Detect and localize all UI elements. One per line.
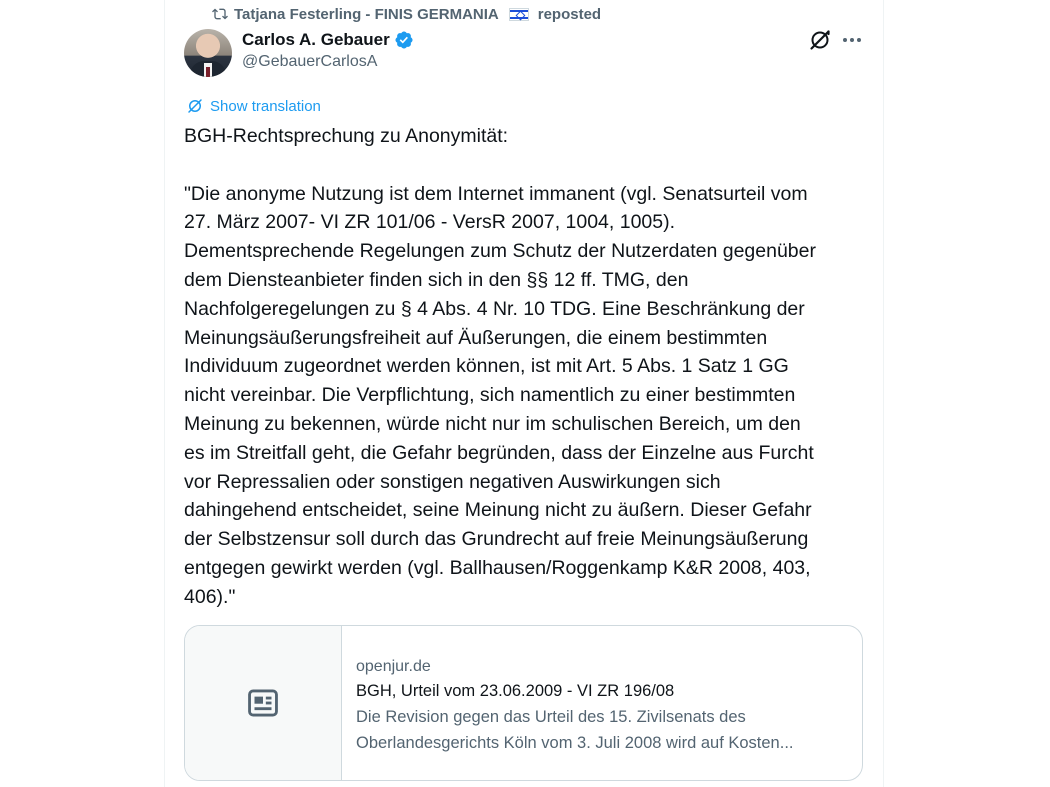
link-card-thumbnail <box>185 626 342 780</box>
tweet-text: BGH-Rechtsprechung zu Anonymität: "Die anonyme Nutzung ist dem Internet immanent (vgl. Senatsurteil vom 27. März 2007- VI ZR 101/06 - VersR 2007, 1004, 1005). Dementsprechende Regelungen zum Schutz der Nutzerdaten gegenüber dem Diensteanbieter finden sich in den §§ 12 ff. TMG, den Nachfolgeregelungen zu § 4 Abs. 4 Nr. 10 TDG. Eine Beschränkung der Meinungsäußerungsfreiheit auf Äußerungen, die einem bestimmten Individuum zugeordnet werden können, ist mit Art. 5 Abs. 1 Satz 1 GG nicht vereinbar. Die Verpflichtung, sich namentlich zu einer bestimmten Meinung zu bekennen, würde nicht nur im schulischen Bereich, um den es im Streitfall geht, die Gefahr begründen, dass der Einzelne aus Furcht vor Repressalien oder sonstigen negativen Auswirkungen sich dahingehend entscheidet, seine Meinung nicht zu äußern. Dieser Gefahr der Selbstzensur soll durch das Grundrecht auf freie Meinungsäußerung entgegen gewirkt werden (vgl. Ballhausen/Roggenkamp K&R 2008, 403, 406)." <box>184 125 816 608</box>
israel-flag-icon <box>509 8 529 21</box>
translate-icon <box>186 97 204 115</box>
article-icon <box>246 686 280 720</box>
link-card-description-line: Oberlandesgerichts Köln vom 3. Juli 2008 wird auf Kosten... <box>356 734 794 752</box>
verified-badge-icon <box>394 30 414 50</box>
link-card-domain: openjur.de <box>356 658 431 675</box>
reposted-label: reposted <box>537 5 602 23</box>
show-translation-label[interactable]: Show translation <box>210 97 321 115</box>
show-translation-link[interactable] <box>186 96 321 116</box>
more-icon[interactable] <box>840 28 864 52</box>
grok-icon[interactable] <box>808 28 832 52</box>
avatar[interactable] <box>184 29 232 77</box>
link-card-description-line: Die Revision gegen das Urteil des 15. Zivilsenats des <box>356 708 746 726</box>
link-card[interactable] <box>184 625 863 781</box>
author-name[interactable]: Carlos A. Gebauer <box>242 30 390 49</box>
link-card-description <box>356 704 851 756</box>
link-card-title: BGH, Urteil vom 23.06.2009 - VI ZR 196/08 <box>356 682 675 700</box>
repost-header[interactable] <box>212 5 601 23</box>
author-handle[interactable]: @GebauerCarlosA <box>242 53 378 70</box>
author-name-row[interactable] <box>242 29 414 51</box>
repost-icon <box>212 6 228 22</box>
reposter-name[interactable]: Tatjana Festerling - FINIS GERMANIA <box>234 5 499 23</box>
